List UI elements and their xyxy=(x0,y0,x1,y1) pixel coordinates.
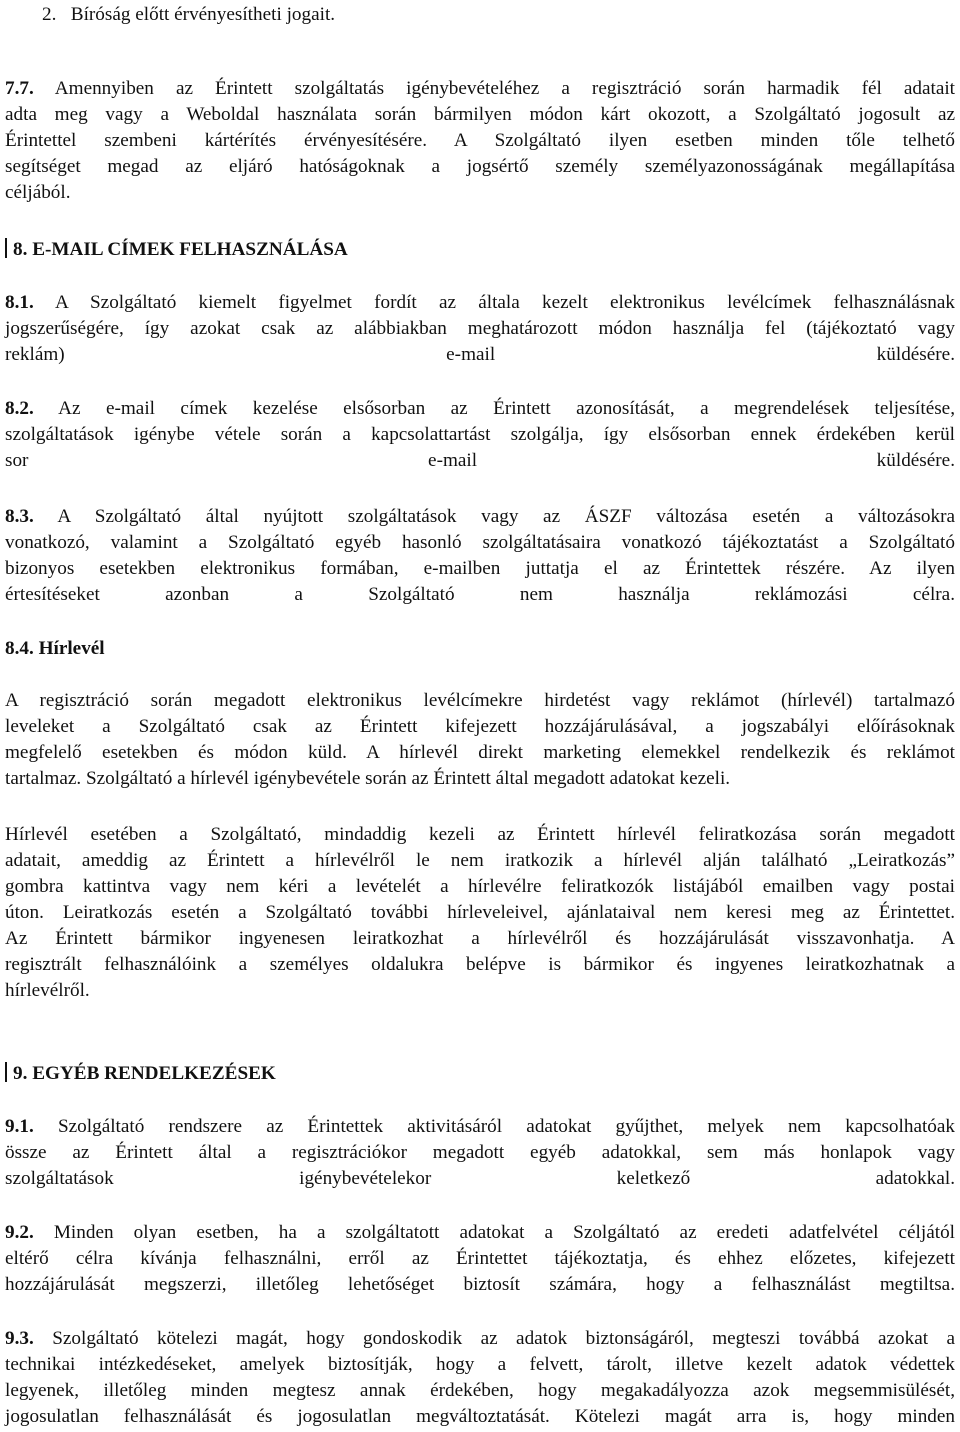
paragraph-number: 8.3. xyxy=(5,506,34,527)
list-item xyxy=(42,2,335,28)
paragraph-line xyxy=(5,1326,955,1352)
paragraph-text: Szolgáltató kötelezi magát, hogy gondoskodik az adatok biztonságáról, megteszi továbbá azokat a xyxy=(52,1328,955,1349)
paragraph-line xyxy=(5,76,955,102)
paragraph-line: gombra kattintva vagy nem kéri a levételét a hírlevélre feliratkozók listájából emailben vagy postai xyxy=(5,876,955,897)
paragraph-line: szolgáltatások igénybevételekor keletkező adatokkal. xyxy=(5,1168,955,1189)
paragraph-line: sor e-mail küldésére. xyxy=(5,450,955,471)
paragraph-line: adta meg vagy a Weboldal használata során bármilyen módon kárt okozott, a Szolgáltató jogosult az xyxy=(5,104,955,125)
paragraph-line: technikai intézkedéseket, amelyek biztosítják, hogy a felvett, tárolt, illetve kezelt adatok védettek xyxy=(5,1354,955,1375)
paragraph-text: A Szolgáltató által nyújtott szolgáltatások vagy az ÁSZF változása esetén a változásokra xyxy=(57,506,955,527)
change-bar xyxy=(5,238,7,258)
paragraph-line: jogosulatlan felhasználását és jogosulatlan megváltoztatását. Kötelezi magát arra is, hogy minden xyxy=(5,1406,955,1427)
paragraph-line: Érintettel szembeni kártérítés érvényesítésére. A Szolgáltató ilyen esetben minden tőle telhető xyxy=(5,130,955,151)
paragraph-line: A regisztráció során megadott elektronikus levélcímekre hirdetést vagy reklámot (hírlevél) tartalmazó xyxy=(5,690,955,711)
subsection-title: Hírlevél xyxy=(38,638,105,659)
list-item-number: 2. xyxy=(42,4,57,25)
paragraph-line: bizonyos esetekben elektronikus formában, e-mailben juttatja el az Érintettek részére. Az ilyen xyxy=(5,558,955,579)
paragraph-number: 9.2. xyxy=(5,1222,34,1243)
paragraph-line xyxy=(5,1114,955,1140)
section-title: 8. E-MAIL CÍMEK FELHASZNÁLÁSA xyxy=(13,239,348,260)
paragraph-line: tartalmaz. Szolgáltató a hírlevél igénybevétele során az Érintett által megadott adatokat kezeli. xyxy=(5,768,731,789)
section-title: 9. EGYÉB RENDELKEZÉSEK xyxy=(13,1063,276,1084)
paragraph-text: A Szolgáltató kiemelt figyelmet fordít az általa kezelt elektronikus levélcímek felhasználásnak xyxy=(54,292,955,313)
paragraph-line: regisztrált felhasználóink a személyes oldalukra belépve is bármikor és ingyenes leiratkozhatnak a xyxy=(5,954,955,975)
list-item-text: Bíróság előtt érvényesítheti jogait. xyxy=(70,4,336,25)
paragraph-text: Amennyiben az Érintett szolgáltatás igénybevételéhez a regisztráció során harmadik fél adatait xyxy=(54,78,955,99)
paragraph-number: 8.1. xyxy=(5,292,34,313)
subsection-heading xyxy=(5,636,955,662)
paragraph-line: vonatkozó, valamint a Szolgáltató egyéb hasonló szolgáltatásaira vonatkozó tájékoztatást a Szolgáltató xyxy=(5,532,955,553)
paragraph-line: jogszerűségére, így azokat csak az alábbiakban meghatározott módon használja fel (tájékoztató vagy xyxy=(5,318,955,339)
paragraph-line: megfelelő esetekben és módon küld. A hírlevél direkt marketing elemekkel rendelkezik és reklámot xyxy=(5,742,955,763)
paragraph-line: adatait, ameddig az Érintett a hírlevélről le nem iratkozik a hírlevél alján található „Leiratkozás” xyxy=(5,850,955,871)
paragraph-number: 8.2. xyxy=(5,398,34,419)
paragraph-line: céljából. xyxy=(5,182,71,203)
paragraph-line: úton. Leiratkozás esetén a Szolgáltató további hírleveleivel, ajánlataival nem keresi meg az Érintettet. xyxy=(5,902,955,923)
paragraph-line: össze az Érintett által a regisztrációkor megadott egyéb adatokkal, sem más honlapok vagy xyxy=(5,1142,955,1163)
change-bar xyxy=(5,1062,7,1082)
paragraph-text: Minden olyan esetben, ha a szolgáltatott adatokat a Szolgáltató az eredeti adatfelvétel céljától xyxy=(53,1222,955,1243)
paragraph-line: hírlevélről. xyxy=(5,980,90,1001)
paragraph-line: leveleket a Szolgáltató csak az Érintett kifejezett hozzájárulásával, a jogszabályi előírásoknak xyxy=(5,716,955,737)
paragraph-line: legyenek, illetőleg minden megtesz annak érdekében, hogy megakadályozza azok megsemmisülését, xyxy=(5,1380,955,1401)
paragraph-line xyxy=(5,504,955,530)
paragraph-line xyxy=(5,1220,955,1246)
paragraph-line: segítséget megad az eljáró hatóságoknak a jogsértő személy személyazonosságának megállapítása xyxy=(5,156,955,177)
paragraph-number: 7.7. xyxy=(5,78,34,99)
subsection-number: 8.4. xyxy=(5,638,34,659)
section-heading xyxy=(5,237,348,263)
paragraph-text: Az e-mail címek kezelése elsősorban az Érintett azonosítását, a megrendelések teljesítése, xyxy=(58,398,955,419)
paragraph-line: Hírlevél esetében a Szolgáltató, mindaddig kezeli az Érintett hírlevél feliratkozása során megadott xyxy=(5,824,955,845)
paragraph-line xyxy=(5,290,955,316)
section-heading xyxy=(5,1061,276,1087)
paragraph-line: szolgáltatások igénybe vétele során a kapcsolattartást szolgálja, így elsősorban ennek érdekében kerül xyxy=(5,424,955,445)
paragraph-text: Szolgáltató rendszere az Érintettek aktivitásáról adatokat gyűjthet, melyek nem kapcsolhatóak xyxy=(57,1116,956,1137)
paragraph-line: reklám) e-mail küldésére. xyxy=(5,344,955,365)
paragraph-line xyxy=(5,396,955,422)
paragraph-number: 9.1. xyxy=(5,1116,34,1137)
paragraph-number: 9.3. xyxy=(5,1328,34,1349)
paragraph-line: Az Érintett bármikor ingyenesen leiratkozhat a hírlevélről és hozzájárulását visszavonhatja. A xyxy=(5,928,955,949)
paragraph-line: eltérő célra kívánja felhasználni, erről az Érintettet tájékoztatja, és ehhez előzetes, kifejezett xyxy=(5,1248,955,1269)
paragraph-line: hozzájárulását megszerzi, illetőleg lehetőséget biztosít számára, hogy a felhasználást megtiltsa. xyxy=(5,1274,955,1295)
paragraph-line: értesítéseket azonban a Szolgáltató nem használja reklámozási célra. xyxy=(5,584,955,605)
